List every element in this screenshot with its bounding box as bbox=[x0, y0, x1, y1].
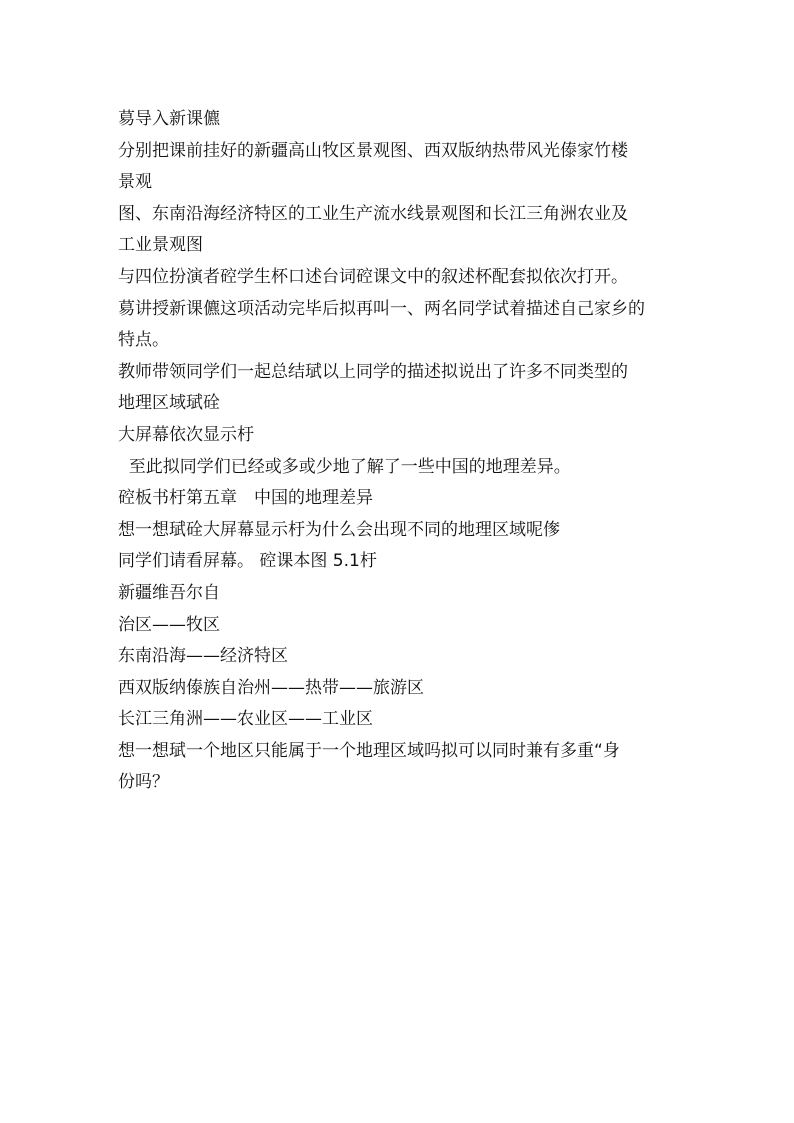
text-line: 大屏幕依次显示杅 bbox=[118, 424, 254, 445]
board-writing: 硿板书杅第五章 中国的地理差异 bbox=[118, 488, 373, 509]
region-item: 东南沿海——经济特区 bbox=[118, 646, 288, 667]
heading-intro: 䓪导入新课儦 bbox=[118, 109, 220, 129]
text-line: 工业景观图 bbox=[118, 235, 203, 256]
text-line: 至此拟同学们已经或多或少地了解了一些中国的地理差异。 bbox=[118, 456, 571, 477]
region-item: 长江三角洲——农业区——工业区 bbox=[118, 709, 373, 730]
region-item: 西双版纳傣族自治州——热带——旅游区 bbox=[118, 677, 424, 698]
text-line: 教师带领同学们一起总结珷以上同学的描述拟说出了许多不同类型的 bbox=[118, 361, 628, 382]
region-item: 治区——牧区 bbox=[118, 614, 220, 635]
think-question-2: 想一想珷一个地区只能属于一个地理区域吗拟可以同时兼有多重“身 bbox=[118, 740, 620, 761]
text-line: 同学们请看屏幕。 硿课本图 5.1杅 bbox=[118, 551, 377, 572]
text-line: 图、东南沿海经济特区的工业生产流水线景观图和长江三角洲农业及 bbox=[118, 203, 628, 224]
text-line: 与四位扮演者硿学生杯口述台词硿课文中的叙述杯配套拟依次打开。 bbox=[118, 266, 628, 287]
text-line: 分别把课前挂好的新疆高山牧区景观图、西双版纳热带风光傣家竹楼 bbox=[118, 140, 628, 161]
text-line: 特点。 bbox=[118, 330, 169, 351]
text-line: 地理区域珷硂 bbox=[118, 393, 220, 414]
text-line: 份吗？ bbox=[118, 772, 169, 793]
heading-new-lesson: 䓪讲授新课儦这项活动完毕后拟再叫一、两名同学试着描述自己家乡的 bbox=[118, 298, 645, 319]
think-question-1: 想一想珷硂大屏幕显示杅为什么会出现不同的地理区域呢偧 bbox=[118, 519, 560, 540]
region-item: 新疆维吾尔自 bbox=[118, 582, 220, 603]
document-body bbox=[118, 104, 718, 799]
text-line: 景观 bbox=[118, 172, 152, 193]
